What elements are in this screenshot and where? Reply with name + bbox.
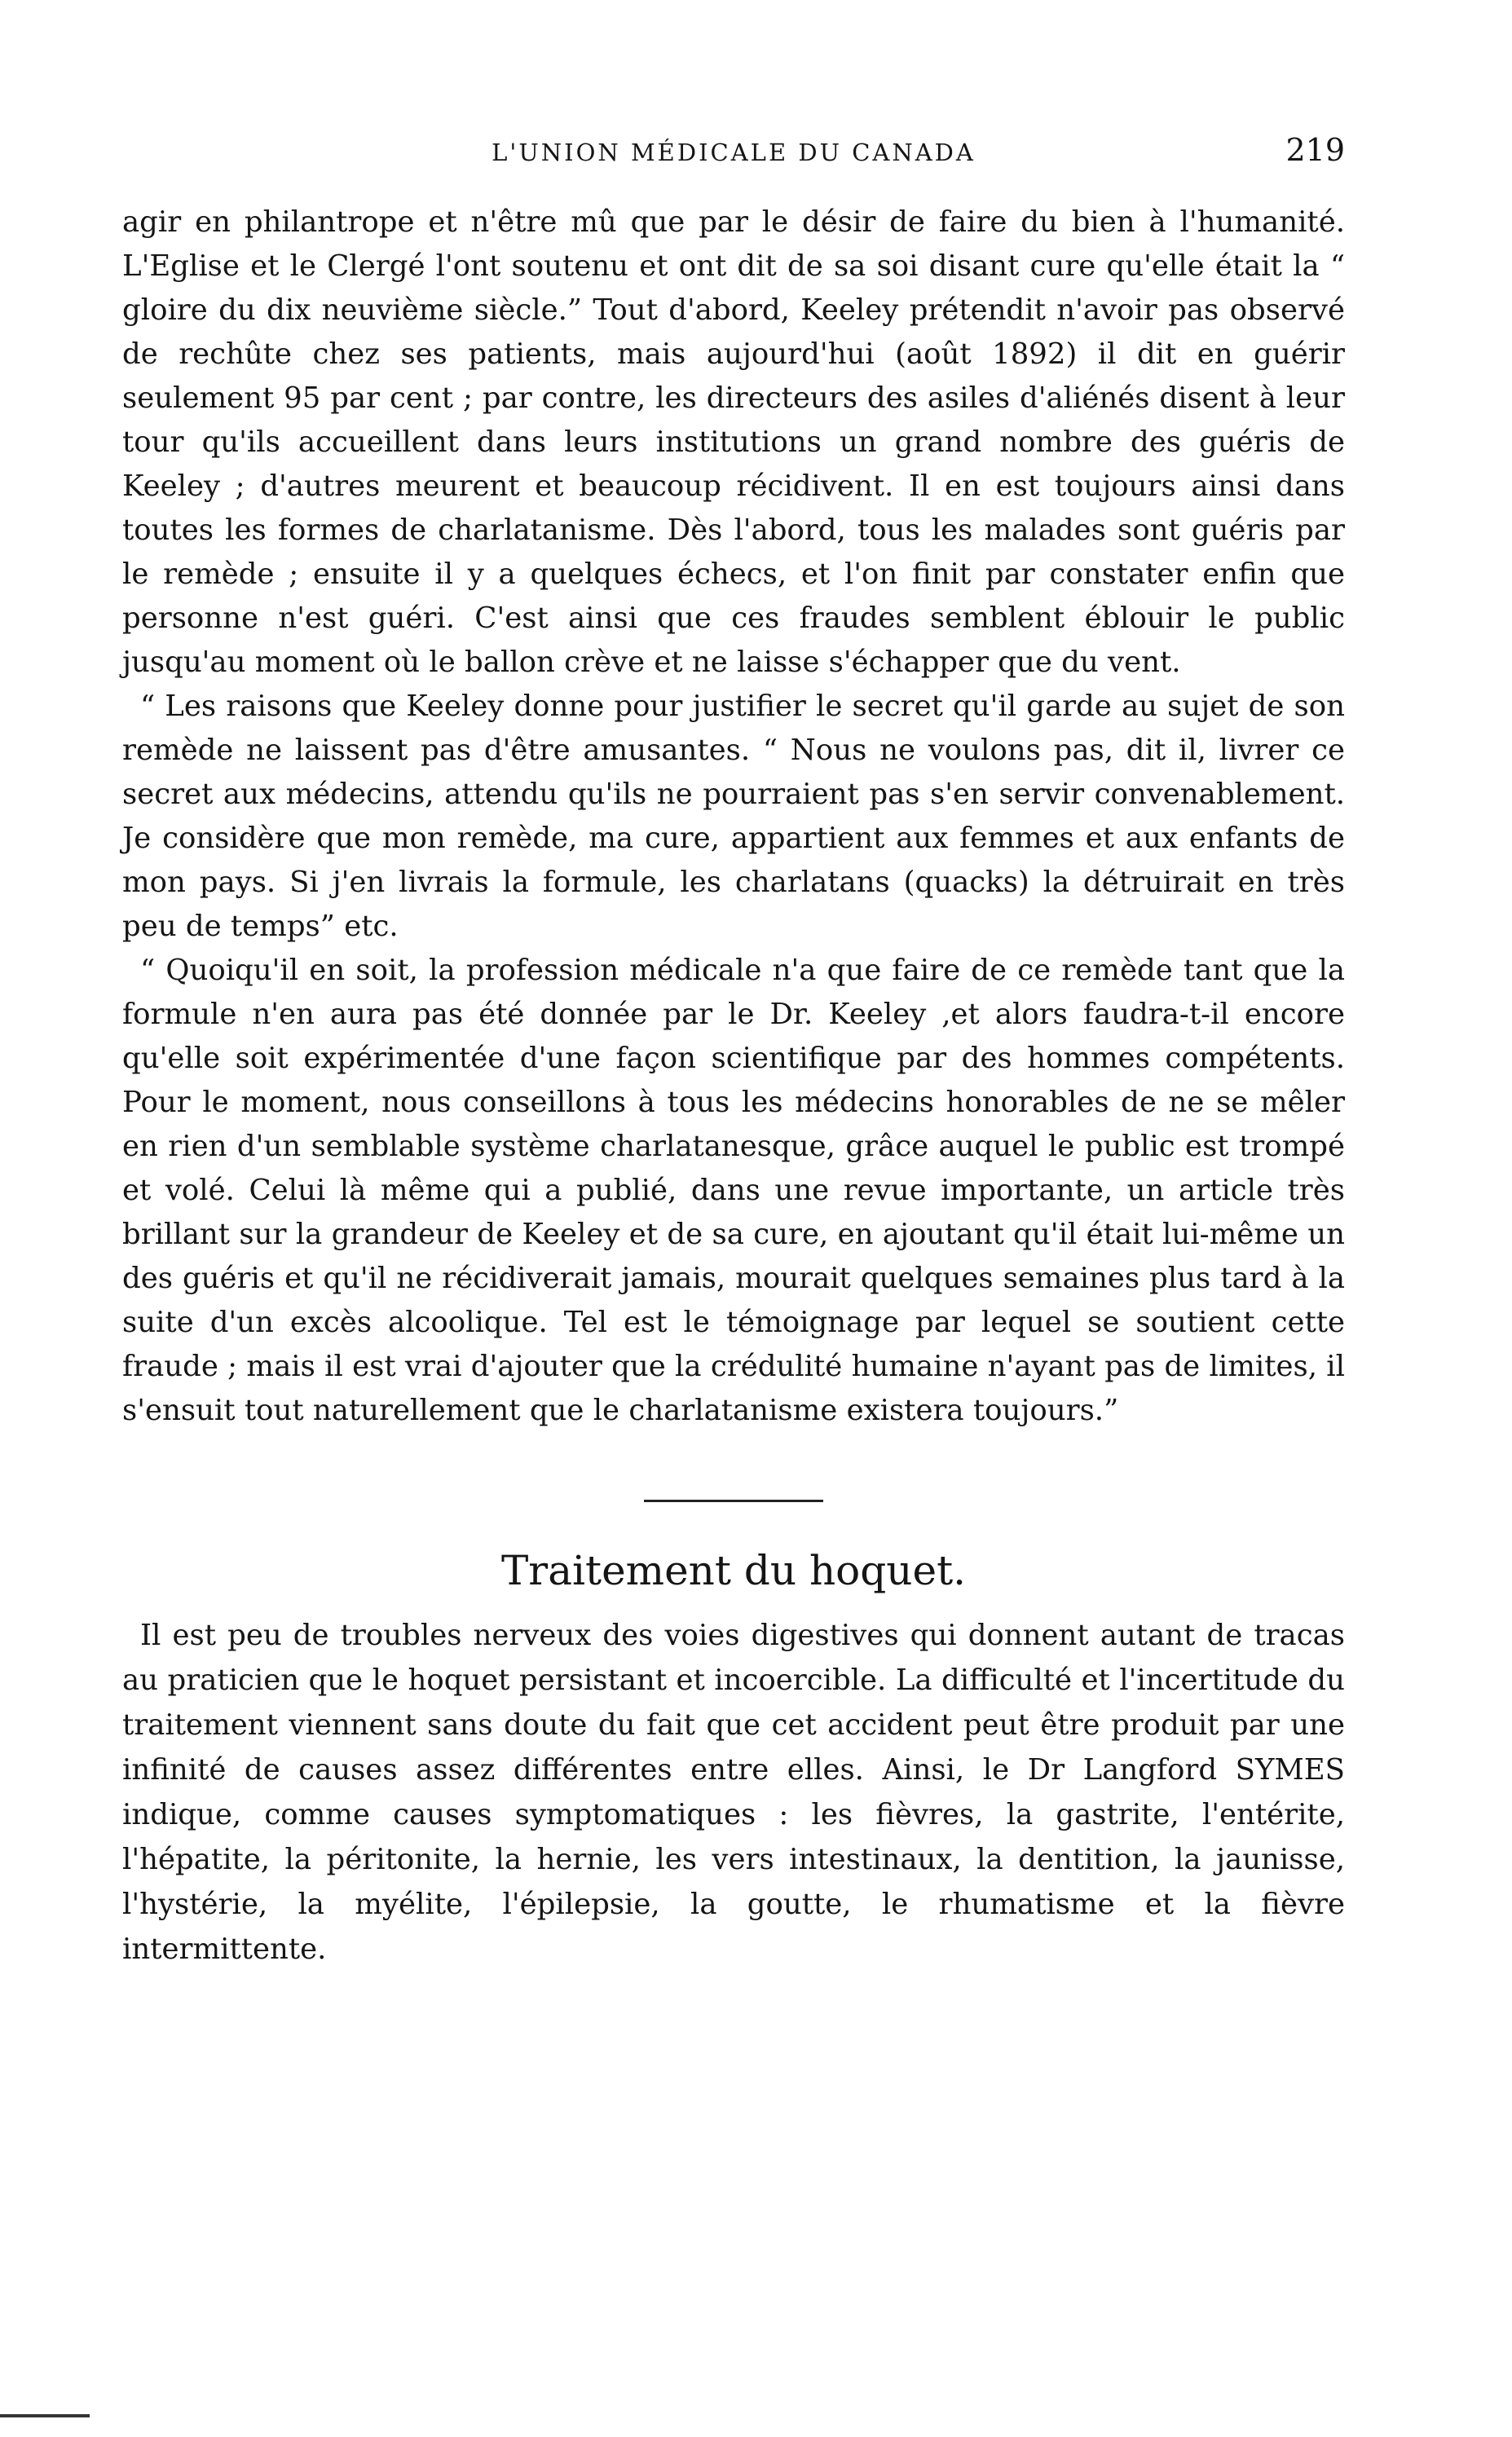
section-divider: [644, 1500, 823, 1502]
article-body: [122, 201, 1345, 1433]
page-number: 219: [1285, 132, 1345, 168]
page: [122, 122, 1345, 1972]
footer-mark: [0, 2414, 90, 2417]
running-title: L'UNION MÉDICALE DU CANADA: [492, 139, 976, 166]
paragraph-3: “ Quoiqu'il en soit, la profession médicale n'a que faire de ce remède tant que la formule n'en aura pas été donnée par le Dr. Keeley ,et alors faudra-t-il encore qu'elle soit expérimentée d'une façon scientifique par des hommes compétents. Pour le moment, nous conseillons à tous les médecins honorables de ne se mêler en rien d'un semblable système charlatanesque, grâce auquel le public est trompé et volé. Celui là même qui a publié, dans une revue importante, un article très brillant sur la grandeur de Keeley et de sa cure, en ajoutant qu'il était lui-même un des guéris et qu'il ne récidiverait jamais, mourait quelques semaines plus tard à la suite d'un excès alcoolique. Tel est le témoignage par lequel se soutient cette fraude ; mais il est vrai d'ajouter que la crédulité humaine n'ayant pas de limites, il s'ensuit tout naturellement que le charlatanisme existera toujours.”: [122, 954, 1345, 1427]
paragraph-1: agir en philantrope et n'être mû que par le désir de faire du bien à l'humanité. L'Eglise et le Clergé l'ont soutenu et ont dit de sa soi disant cure qu'elle était la “ gloire du dix neuvième siècle.” Tout d'abord, Keeley prétendit n'avoir pas observé de rechûte chez ses patients, mais aujourd'hui (août 1892) il dit en guérir seulement 95 par cent ; par contre, les directeurs des asiles d'aliénés disent à leur tour qu'ils accueillent dans leurs institutions un grand nombre des guéris de Keeley ; d'autres meurent et beaucoup récidivent. Il en est toujours ainsi dans toutes les formes de charlatanisme. Dès l'abord, tous les malades sont guéris par le remède ; ensuite il y a quelques échecs, et l'on finit par constater enfin que personne n'est guéri. C'est ainsi que ces fraudes semblent éblouir le public jusqu'au moment où le ballon crève et ne laisse s'échapper que du vent.: [122, 205, 1345, 679]
section-paragraph-1: Il est peu de troubles nerveux des voies digestives qui donnent autant de tracas au praticien que le hoquet persistant et incoercible. La difficulté et l'incertitude du traitement viennent sans doute du fait que cet accident peut être produit par une infinité de causes assez différentes entre elles. Ainsi, le Dr Langford SYMES indique, comme causes symptomatiques : les fièvres, la gastrite, l'entérite, l'hépatite, la péritonite, la hernie, les vers intestinaux, la dentition, la jaunisse, l'hystérie, la myélite, l'épilepsie, la goutte, le rhumatisme et la fièvre intermittente.: [122, 1619, 1345, 1966]
section-title: Traitement du hoquet.: [500, 1547, 967, 1594]
paragraph-2: “ Les raisons que Keeley donne pour justifier le secret qu'il garde au sujet de son remède ne laissent pas d'être amusantes. “ Nous ne voulons pas, dit il, livrer ce secret aux médecins, attendu qu'ils ne pourraient pas s'en servir convenablement. Je considère que mon remède, ma cure, appartient aux femmes et aux enfants de mon pays. Si j'en livrais la formule, les charlatans (quacks) la détruirait en très peu de temps” etc.: [122, 690, 1345, 943]
running-head: [122, 122, 1345, 171]
section-body: [122, 1613, 1345, 1972]
